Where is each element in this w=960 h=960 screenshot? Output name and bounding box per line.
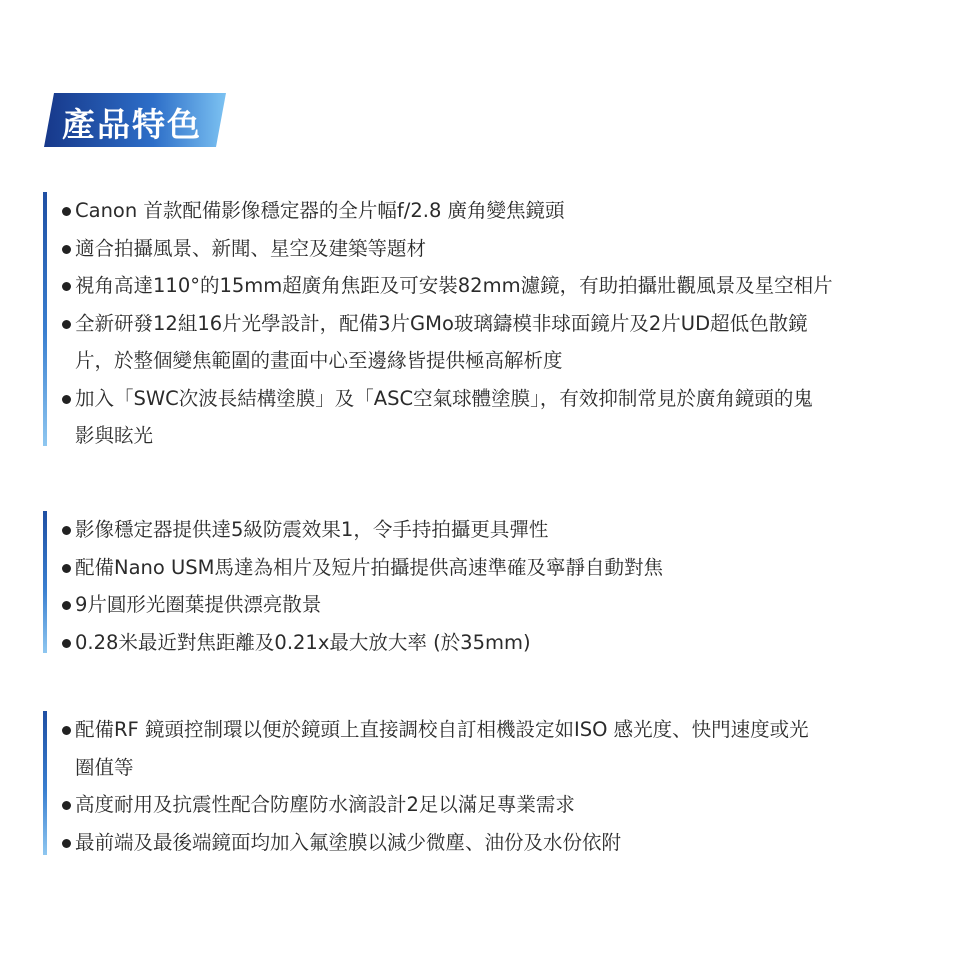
list-item-text: 影像穩定器提供達5級防震效果1，令手持拍攝更具彈性 [75,518,549,541]
list-item-text: 高度耐用及抗震性配合防塵防水滴設計2足以滿足專業需求 [75,793,575,816]
bullet-icon [62,839,71,848]
list-item [62,824,943,862]
page-title: 產品特色 [62,105,202,144]
group-accent-bar [43,192,47,446]
list-item [62,624,943,662]
bullet-icon [62,395,71,404]
list-item [62,305,943,380]
list-item-text-continued: 片，於整個變焦範圍的畫面中心至邊緣皆提供極高解析度 [75,349,563,372]
group-accent-bar [43,711,47,855]
list-item [62,786,943,824]
list-item-text: 全新研發12組16片光學設計，配備3片GMo玻璃鑄模非球面鏡片及2片UD超低色散鏡 [75,311,808,335]
bullet-icon [62,601,71,610]
list-item [62,711,943,786]
list-item [62,586,943,624]
feature-group-2 [43,511,943,653]
list-item-text: 配備RF 鏡頭控制環以便於鏡頭上直接調校自訂相機設定如ISO 感光度、快門速度或光 [75,718,809,741]
bullet-icon [62,207,71,216]
bullet-icon [62,726,71,735]
bullet-icon [62,526,71,535]
list-item [62,267,943,305]
list-item-text: 配備Nano USM馬達為相片及短片拍攝提供高速準確及寧靜自動對焦 [75,555,663,579]
section-title-badge [44,93,226,147]
bullet-icon [62,564,71,573]
list-item-text-continued: 圈值等 [75,755,134,779]
list-item [62,549,943,587]
list-item [62,380,943,455]
list-item-text: 9片圓形光圈葉提供漂亮散景 [75,593,322,616]
list-item-text: Canon 首款配備影像穩定器的全片幅f/2.8 廣角變焦鏡頭 [75,199,565,222]
feature-group-3 [43,711,943,855]
bullet-icon [62,801,71,810]
list-item [62,192,943,230]
list-item-text: 加入「SWC次波長結構塗膜」及「ASC空氣球體塗膜」，有效抑制常見於廣角鏡頭的鬼 [75,386,813,410]
group-accent-bar [43,511,47,653]
list-item-text: 適合拍攝風景、新聞、星空及建築等題材 [75,236,427,260]
list-item [62,511,943,549]
bullet-icon [62,282,71,291]
list-item-text: 視角高達110°的15mm超廣角焦距及可安裝82mm濾鏡，有助拍攝壯觀風景及星空相片 [75,274,833,297]
bullet-icon [62,320,71,329]
list-item-text: 0.28米最近對焦距離及0.21x最大放大率 (於35mm) [75,630,531,654]
list-item-text-continued: 影與眩光 [75,424,154,447]
list-item [62,230,943,268]
feature-group-1 [43,192,943,446]
list-item-text: 最前端及最後端鏡面均加入氟塗膜以減少微塵、油份及水份依附 [75,830,622,854]
bullet-icon [62,245,71,254]
bullet-icon [62,639,71,648]
